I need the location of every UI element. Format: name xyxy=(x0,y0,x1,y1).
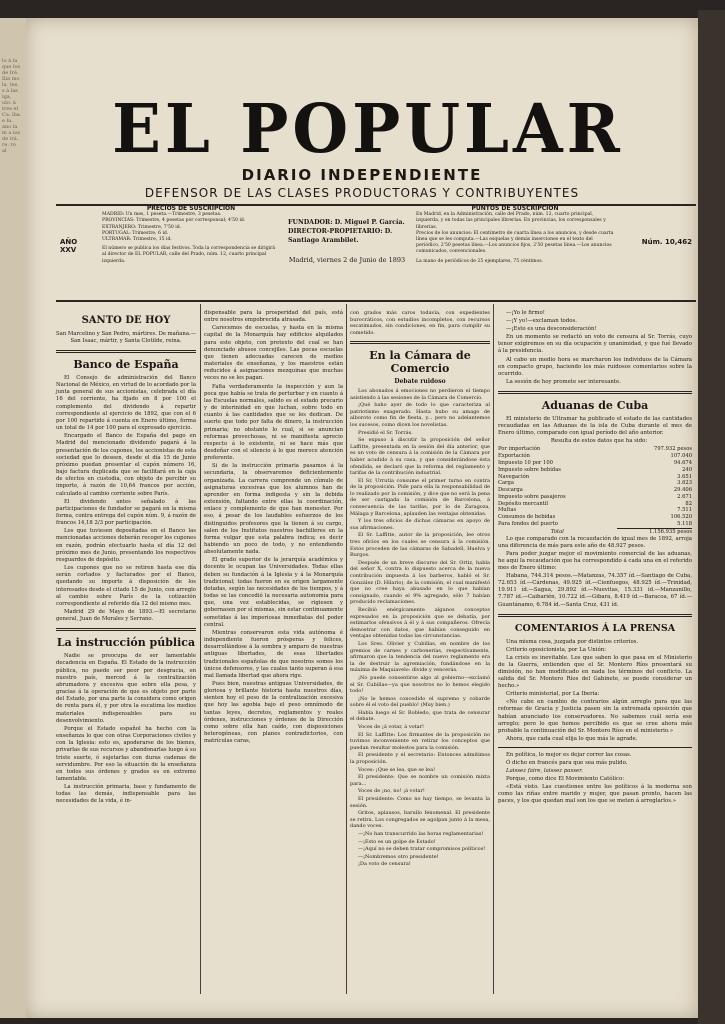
customs-paragraph: Lo que comparado con la recaudación de igual mes de 1892, arroja una diferencia de más para este año de 48.927 pesos. xyxy=(498,535,692,549)
newspaper-tagline: DEFENSOR DE LAS CLASES PRODUCTORAS Y CONTRIBUYENTES xyxy=(144,186,580,200)
press-paragraph: Una misma cosa, juzgada por distintos criterios. xyxy=(506,638,639,645)
sale-points-heading: PUNTOS DE SUSCRIPCIÓN xyxy=(471,205,559,212)
table-total-label: Total xyxy=(550,528,564,535)
table-cell-label: Exportación xyxy=(498,453,530,460)
table-cell-value: 3.623 xyxy=(677,480,692,487)
chamber-paragraph: El Sr. Laffitte: Los firmantes de la proposición no tuvimos inconveniente en retirar los conceptos que puedan resultar molestos para la comisión. xyxy=(350,731,490,751)
chamber-continued: —¡Esto es una desconsideración! xyxy=(506,326,597,333)
table-cell-label: Impuesto 10 por 100 xyxy=(498,459,553,466)
subscription-line: EXTRANJERO: Trimestre, 7'50 id. xyxy=(102,224,182,230)
press-paragraph: Ó dicho en francés para que sea más pulido. xyxy=(506,760,628,767)
press-paragraph: «Está visto. Las cuestiones entre los políticos á la moderna son como las riñas entre marido y mujer, que pasan pronto, hacen las paces, y los que quedan mal son los que se meten á arreglarlos.» xyxy=(498,784,692,805)
subscription-line: PROVINCIAS: Trimestre, 4 pesetas por corresponsal; 4'50 id. xyxy=(102,218,246,224)
subscription-line: MADRID: Un mes, 1 peseta.—Trimestre, 3 pesetas. xyxy=(102,212,222,218)
chamber-paragraph: El Sr. Urrutia consume el primer turno en contra de la proposición. Pide para ella la responsabilidad de lo realizado por la comisión, y dice que no será la pena de ser castigada la comisión de Barcelona, á consecuencia de las tarifas, por lo de Zaragoza, Málaga y Barcelona, aplauden las ventajas obtenidas. xyxy=(350,477,490,517)
section-rule xyxy=(56,628,196,631)
chamber-paragraph: El presidente: Como no hay tiempo, se levanta la sesión. xyxy=(350,796,490,809)
chamber-paragraph: Se expuso á discutir la proposición del señor Laffitte, presentada en la sesión del día anterior, que es un voto de censura á la comisión de la Cámara por haber acudido á su casa, y que considerándose ésta ofendida, se declaró que la reforma del reglamento y tarifas de la contribución industrial. xyxy=(350,437,490,477)
press-paragraph: En política, lo mejor es dejar correr las cosas. xyxy=(506,751,632,758)
chamber-paragraph: ¡Qué baho ayer de todo lo que caracteriza al patriotismo exagerado. Hasta hubo su amago de alboroto como fin de fiesta, y... pero no adelantemos los sucesos, como dicen los novelistas. xyxy=(350,402,490,428)
year-label: AÑO XXV xyxy=(60,238,78,254)
chamber-continued: —¡Yo le firmo! xyxy=(506,310,545,316)
chamber-paragraph: Voces: ¡Que se lea, que se lea! xyxy=(358,766,436,773)
bank-paragraph: Los cupones que no se retiren hasta ese día serán cortados y facturados por el Banco, quedando su importe á disposición de los interesados desde el citado 15 de Junio, con arreglo al cambio sobre París de la cotización correspondiente al referido día 12 del mismo mes. xyxy=(56,565,196,607)
director-line: DIRECTOR-PROPIETARIO: D. Santiago Arambilet. xyxy=(288,228,393,244)
article-paragraph: con grados más caros todavía, con expedientes burocráticos, con estudios incompletos, con recursos escatimados, sin condiciones, en fin, para cumplir su cometido. xyxy=(350,310,490,336)
customs-paragraph: Resulta de estos datos que ha sido: xyxy=(550,438,648,445)
press-paragraph: La crisis es inevitable. Los que saben lo que pasa en el Ministerio de la Guerra, entienden que el Sr. Montero Ríos presentará su dimisión, no han modificado en nada los términos del conflicto. La salida del Sr. Montero Ríos del Gabinete, se puede considerar un hecho.» xyxy=(498,654,692,690)
table-cell-label: Para fondos del puerto xyxy=(498,521,558,528)
table-cell-value: 94.674 xyxy=(673,459,692,466)
date-line: Madrid, viernes 2 de Junio de 1893 xyxy=(288,256,406,264)
column-4 xyxy=(498,310,692,807)
table-row xyxy=(498,487,692,494)
founder-director-block xyxy=(288,218,406,245)
chamber-paragraph: El presidente y el secretario: Entonces admitimos la proposición. xyxy=(350,752,490,766)
chamber-paragraph: Recibió enérgicamente algunos conceptos expresados en la proposición que se debatía, por estimarlos ofensivos á él y á sus compañeros. Ofrecía demostrar con datos, que habían conseguido en ventajas obtenidas todas las circunstancias. xyxy=(350,606,490,640)
customs-paragraph: Habana, 744.314 pesos.—Matanzas, 74.357 íd.—Santiago de Cuba, 72.653 íd.—Cárdenas, 49.925 íd.—Cienfuegos, 48.925 íd.—Trinidad, 19.911 íd.—Sagua, 29.892 íd.—Nuevitas, 15.331 íd.—Manzanillo, 7.787 íd.—Caibarién, 10.722 íd.—Gibara, 8.419 íd.—Baracoa, 67 íd.—Guantánamo, 6.784 íd.—Santa Cruz, 431 íd. xyxy=(498,573,692,608)
chamber-paragraph: Presidió el Sr. Torrás. xyxy=(358,429,413,436)
newspaper-title: EL POPULAR xyxy=(112,90,624,169)
table-row xyxy=(498,460,692,467)
table-total-row xyxy=(498,528,692,535)
sale-points-box xyxy=(416,206,614,298)
chamber-continued: Al cabo un medio hora se marcharon los individuos de la Cámara en compacto grupo, haciendo los más ruidosos comentarios sobre la ocurrido. xyxy=(498,356,692,377)
table-cell-value: 5.118 xyxy=(677,521,692,528)
table-cell-value: 82 xyxy=(685,500,692,507)
adjacent-page-edge xyxy=(0,18,27,1018)
chamber-paragraph: ¡No le hemos concedido el supremo y cobarde sobre él el voto del pueblo! (Muy bien.) xyxy=(350,695,490,709)
table-cell-label: Descarga xyxy=(498,487,523,494)
table-cell-value: 106.520 xyxy=(670,514,692,521)
table-cell-value: 7.511 xyxy=(677,507,692,514)
column-divider xyxy=(346,304,347,994)
customs-table xyxy=(498,446,692,535)
table-row xyxy=(498,501,692,508)
table-cell-label: Navegación xyxy=(498,473,530,480)
section-rule xyxy=(498,391,692,394)
subscription-line: PORTUGAL: Trimestre, 6 id. xyxy=(102,230,169,236)
table-cell-label: Multas xyxy=(498,507,517,514)
bank-paragraph: El dividendo antes señalado á las participaciones de fundador se pagará en la misma forma, contra entrega del cupón núm. 9, á razón de francos 14,18 2/3 por participación. xyxy=(56,498,196,527)
press-paragraph: «No cabe en cambio de contrarios algún arreglo para que las reformas de Gracia y Justicia pasen sin la extremada oposición que habían anunciado los conservadores. No sabemos cuál sería ese arreglo; pero lo que hemos percibido es que se cree ahora más probable la continuación del Sr. Montero Ríos en el ministerio.» xyxy=(498,699,692,734)
column-3 xyxy=(350,310,490,869)
customs-heading: Aduanas de Cuba xyxy=(541,398,649,412)
sale-points-line: La mano de periódicos de 25 ejemplares, 75 céntimos. xyxy=(416,258,544,264)
press-paragraph: Porque, como dice El Movimiento Católico: xyxy=(506,776,625,783)
founder-line: FUNDADOR: D. Miguel P. García. xyxy=(288,219,405,226)
chamber-paragraph: ¡No puede consentirse algo al gobierno—exclamó el Sr. Cubillas—ya que nosotros no lo hemos elegido todo! xyxy=(350,674,490,695)
section-rule xyxy=(350,341,490,344)
table-cell-label: Por importación xyxy=(498,446,541,453)
sale-points-line: En Madrid, en la Administración, calle del Prado, núm. 12, cuarto principal, izquierda, y en todas las principales librerías. En provincias, los corresponsales y librerías. xyxy=(416,212,606,230)
newspaper-subtitle: DIARIO INDEPENDIENTE xyxy=(241,166,483,184)
instruction-paragraph: Porque el Estado español ha hecho con la enseñanza lo que con otras Corporaciones civiles y con la Iglesia: esto es, apoderarse de los bienes, privarlas de sus recursos y abandonarlas luego á su triste suerte, ó sujetarlas con duras cadenas de servidumbre. Por eso la situación de la enseñanza en todos sus órdenes y grados es en extremo lamentable. xyxy=(56,725,196,782)
chamber-paragraph: Después de un breve discurso del Sr. Ortiz, habla del señor X, contra lo dispuesto acerca de la nueva contribución impuesta á los barberos, habló el Sr. González (D. Hilario), de la comisión, el cual manifestó que no cree haya abusado en lo que habían consignado, cuando el 9% agregado, sólo 7 habían producido reclamaciones. xyxy=(350,559,490,606)
article-paragraph: Pues bien, nuestras antiguas Universidades, de gloriosa y brillante historia hasta nuestros días, sienten hoy el peso de la centralización excesiva que hoy las agobia bajo el peso omnímodo de tantas leyes, decretos, reglamentos y reales órdenes, instrucciones y órdenes de la Dirección como sobre ella han caído, con disposiciones heterogéneas, con planes contradictorios, con matrículas caras, xyxy=(204,680,343,745)
press-paragraph: Criterio oposicionista, por La Unión: xyxy=(506,646,606,653)
article-paragraph: Carecemos de escuelas, y hasta en la misma capital de la Monarquía hay edificios alquilados para este objeto, con pretexto del cual se han denunciado abusos concejiles. Las pocas escuelas que tienen adecuadas carecen de medios materiales de enseñanza, y los maestros están reducidos á asignaciones mezquinas que muchas veces no se les pagan. xyxy=(204,325,343,382)
header-bottom-rule xyxy=(56,300,696,302)
table-cell-value: 3.651 xyxy=(677,473,692,480)
bank-paragraph: Encargado el Banco de España del pago en Madrid del mencionado dividendo pagará á la presentación de los cupones, los accionistas de esta sociedad que lo deseen, desde el día 15 de Junio próximo puedan presentar el cupón número 16, bajo factura duplicada que se facilitará en la caja de efectos en custodia, con objeto de percibir su importe, á razón de 10,64 francos por acción, calculado al cambio corriente sobre París. xyxy=(56,433,196,497)
article-paragraph: Mientras conservaron esta vida autónoma é independiente fueron prósperas y felices, desarrollándose á la sombra y amparo de nuestras antiguas libertades, de esas libertades tradicionales españolas de que nosotros somos los únicos defensores, y las cuales tanto superan á esa mal llamada libertad que ahora rige. xyxy=(204,629,343,679)
chamber-paragraph: Y los tres oficios de dichas cámaras en apoyo de sus afirmaciones. xyxy=(350,518,490,531)
chamber-paragraph: Había luego el Sr. Robledo, que trata de censurar el debate. xyxy=(350,709,490,723)
instruction-paragraph: Nadie se preocupa de ser lamentable decadencia en España. El Estado de la instrucción pública, no puede ser peor por desgracia, en nuestro país, merced á la centralización abrumadora y excesiva que sobre ella pesa, y gracias á la operación de que es objeto por parte del Estado, por una parte la considera como origen de renta para él, y por otra la escatima los medios materiales indispensables para su desenvolvimiento. xyxy=(56,653,196,724)
issue-number: Núm. 10,462 xyxy=(641,238,692,246)
table-cell-value: 240 xyxy=(682,466,692,473)
table-cell-label: Impuesto sobre pasajeros xyxy=(498,493,566,500)
table-row xyxy=(498,494,692,501)
press-rule xyxy=(498,747,692,748)
press-heading: COMENTARIOS Á LA PRENSA xyxy=(514,622,676,634)
subscription-line: ULTRAMAR: Trimestre, 15 id. xyxy=(102,237,172,243)
press-paragraph: Criterio ministerial, por La Iberia: xyxy=(506,691,600,698)
chamber-paragraph: Los abonados á emociones no perdieron el tiempo asistiendo á las sesiones de la Cámara de Comercio. xyxy=(350,387,490,401)
table-cell-label: Carga xyxy=(498,480,514,487)
chamber-continued: —¡Y yo!—exclaman todos. xyxy=(506,318,577,325)
table-row xyxy=(498,467,692,474)
subscription-heading: PRECIOS DE SUSCRIPCIÓN xyxy=(146,205,236,212)
section-rule xyxy=(56,350,196,353)
table-cell-label: Impuesto sobre bebidas xyxy=(498,466,561,473)
table-cell-value: 2.671 xyxy=(677,493,692,500)
table-row xyxy=(498,507,692,514)
table-row xyxy=(498,453,692,460)
bank-paragraph: Los que tuviesen depositadas en el Banco las mencionadas acciones deberán recoger los cupones en razón, podrán efectuarlo hasta el día 12 del próximo mes de Junio, presentando los respectivos resguardos de depósito. xyxy=(56,528,196,563)
table-cell-label: Depósito mercantil xyxy=(498,500,549,507)
newspaper-page xyxy=(26,18,698,1018)
chamber-paragraph: —¡Esto es un golpe de Estado! xyxy=(358,838,436,845)
press-paragraph: Ahora, que cada cual elija lo que más le agrade. xyxy=(506,735,638,742)
column-divider xyxy=(493,304,494,994)
table-cell-value: 29.406 xyxy=(673,487,692,494)
article-paragraph: dispensable para la prosperidad del país, está entre nosotros empobrecida atrasada. xyxy=(204,310,343,324)
chamber-paragraph: El Sr. Laffitte, autor de la proposición, lee otros tres oficios en los cuales se censura á la comisión. Estos proceden de las cámaras de Sabadell, Huelva y Burgos. xyxy=(350,532,490,559)
customs-paragraph: Para poder juzgar mejor el movimiento comercial de las aduanas, he aquí la recaudación que ha correspondido á cada una en el referido mes de Enero último: xyxy=(498,550,692,572)
chamber-heading: En la Cámara de Comercio xyxy=(369,349,471,376)
chamber-paragraph: —¡Aquí no se deben tratar compromisos políticos! xyxy=(358,846,486,853)
chamber-continued: En un momento se redactó un voto de censura al Sr. Torrás, cuyo tenor exigiremos en su día ocupación y unanimidad, y que fué llevado á la presidencia. xyxy=(498,334,692,355)
saints-heading: SANTO DE HOY xyxy=(81,315,171,326)
chamber-paragraph: Gritos, aplausos, barullo fenomenal. El presidente se retira. Los congregados se agolpan junto á la mesa, dando voces. xyxy=(350,810,490,830)
bank-paragraph: Madrid 29 de Mayo de 1893.—El secretario general, Juan de Morales y Serrano. xyxy=(56,609,196,623)
press-paragraph: Laissez faire, laissez passer. xyxy=(506,768,583,775)
chamber-subheading: Debate ruidoso xyxy=(394,378,446,386)
chamber-paragraph: —¡No han transcurrido las horas reglamentarias! xyxy=(358,830,484,837)
section-rule xyxy=(498,614,692,617)
sale-points-line: Precios de los anuncios: El centímetro de cuarta línea a los anuncios, y desde cuarta línea que se les computa.—Las esquelas y demás inserciones en el texto del periódico, 2'50 pesetas línea.—Los anuncios fijos, 2'50 pesetas línea.—Los anuncios comunicados, convencionales. xyxy=(416,230,614,255)
table-row xyxy=(498,474,692,481)
saints-text: San Marcelino y San Pedro, mártires. De mañana.—San Isaac, mártir, y Santa Clotilde, reina. xyxy=(56,331,196,344)
table-cell-value: 107.040 xyxy=(670,453,692,460)
chamber-paragraph: —¡Nombremos otro presidente! xyxy=(358,853,439,860)
subscription-box xyxy=(102,206,280,298)
adjacent-page-text: lo á la que los de Iré. Ilia mo la. tes. s á las iga, ulo. á tres el Ca. iba. e la. ano la m a ios de irá. re. ro al xyxy=(2,58,22,154)
bank-heading: Banco de España xyxy=(73,358,179,371)
article-paragraph: Si de la instrucción primaria pasamos á la secundaria, la observaremos deficientemente organizada. La carrera comprende un cúmulo de asignaturas excesivas que los alumnos han de aprender en forma indigesta y sin la debida extensión, faltando entre ellas la coordinación, enlace y complemento de que han menester. Por eso, á pesar de los laudables esfuerzos de los distinguidos profesores que la tienen á su cargo, salen de los Institutos nuestros bachilleres en la forma vulgar que esta palabra indica; es decir habiendo un poco de todo, y no entendiendo absolutamente nada. xyxy=(204,463,343,556)
chamber-paragraph: ¡Da voto de censura! xyxy=(358,861,411,868)
column-1 xyxy=(56,310,196,807)
table-row xyxy=(498,480,692,487)
article-paragraph: Falta verdaderamente la inspección y aun la poca que había se trata de perturbar y en cuanto á las Escuelas normales, salido es el estado precario y de interinidad en que luchan, sobre todo en cuanto á las cantidades que se les dedican. De suerte que todo por falta de dinero, la instrucción primaria; no obstante lo cual, si se anuncian reformas provechosas, ni se manifiesta aprecio respecto á lo existente, ni se hace más que desdeñar con el silencio á lo que merece atención preferente. xyxy=(204,383,343,462)
dark-background-edge xyxy=(698,10,725,1024)
instruction-heading: La instrucción pública xyxy=(56,636,196,650)
column-2 xyxy=(204,310,343,746)
subscription-note: El número se publica los días festivos. Toda la correspondencia se dirigirá al director de EL POPULAR, calle del Prado, núm. 12, cuarto principal izquierda. xyxy=(102,246,276,264)
chamber-paragraph: Voces de ¡á votar, á votar! xyxy=(358,724,425,731)
article-paragraph: El grado superior de la jerarquía académica y docente le ocupan las Universidades. Todas ellas deben su fundación á la Iglesia y á la Monarquía tradicional; todas fueron en su origen largamente dotadas, según las necesidades de los tiempos, y á todas se las concedió la necesaria autonomía para que, una vez establecidas, se rigiesen y gobernasen por sí mismas, sin estar continuamente sometidas á las imperiosas inmediatas del poder central. xyxy=(204,557,343,628)
chamber-paragraph: Los Sres. Olivier y Cubillas, en nombre de los gremios de carnes y carbonerías, respectivamente, afirmaron que la tendencia del nuevo reglamento era la de destruir la agremiación, fundándose en la máxima de Maquiavelo: divide y vencerás. xyxy=(350,640,490,674)
instruction-paragraph: La instrucción primaria, base y fundamento de todas las demás, indispensable para las necesidades de la vida, é in- xyxy=(56,784,196,805)
table-total-value: 1.156.935 pesos xyxy=(617,528,692,535)
chamber-paragraph: El presidente: Que se nombre un comisión mixta para... xyxy=(350,774,490,787)
chamber-continued: La sesión de hoy promete ser interesante. xyxy=(506,378,621,385)
table-row xyxy=(498,514,692,521)
chamber-paragraph: Voces de ¡no, no! ¡á votar! xyxy=(358,788,425,795)
table-cell-label: Consumos de bebidas xyxy=(498,514,556,521)
customs-paragraph: El ministerio de Ultramar ha publicado el estado de las cantidades recaudadas en las Aduanas de la isla de Cuba durante el mes de Enero último, comparado con igual período del año anterior. xyxy=(498,415,692,437)
column-divider xyxy=(200,304,201,994)
table-cell-value: 797.932 pesos xyxy=(654,446,692,453)
table-row xyxy=(498,521,692,528)
bank-paragraph: El Consejo de administración del Banco Nacional de México, en virtud de lo acordado por la junta general de sus accionistas, celebrada el día 16 del corriente, ha fijado en 8 por 100 el complemento del dividendo á repartir correspondiente al ejercicio de 1892, que con el 6 por 100 repartido á cuenta en Enero último, forma un total de 14 por 100 para el expresado ejercicio. xyxy=(56,375,196,432)
